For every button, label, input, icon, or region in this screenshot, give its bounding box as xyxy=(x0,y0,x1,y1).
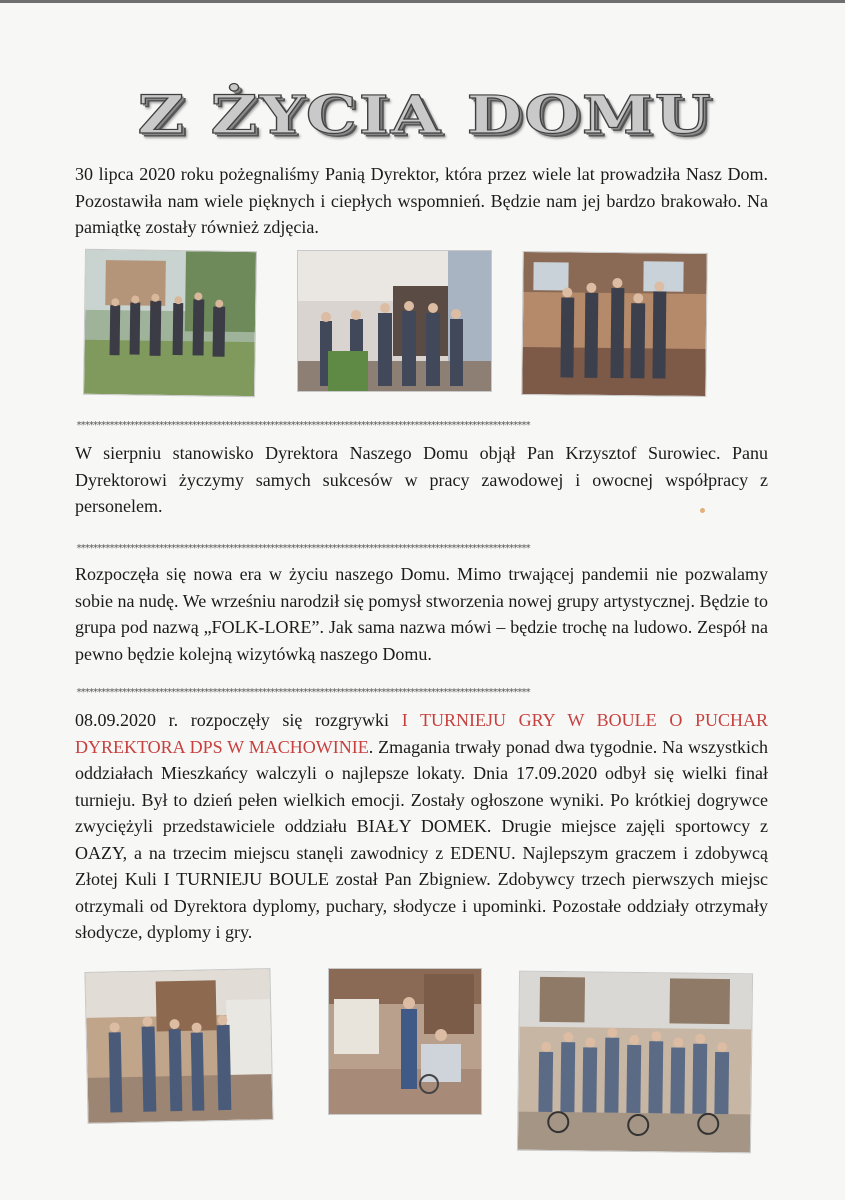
photo-boule-all-participants xyxy=(517,971,753,1154)
separator-1: ************************************************************************************************************** xyxy=(76,420,530,431)
paragraph-farewell: 30 lipca 2020 roku pożegnaliśmy Panią Dyrektor, która przez wiele lat prowadziła Nasz Dom. Pozostawiła nam wiele pięknych i ciepłych wspomnień. Będzie nam jej bardzo brakowało. Na pamiątkę zostały również zdjęcia. xyxy=(75,164,768,237)
page-title: Z ŻYCIA DOMU xyxy=(137,84,713,147)
photo-boule-champion xyxy=(328,968,482,1115)
paragraph-new-director: W sierpniu stanowisko Dyrektora Naszego Domu objął Pan Krzysztof Surowiec. Panu Dyrektorowi życzymy samych sukcesów w pracy zawodowej i owocnej współpracy z personelem. xyxy=(75,443,768,516)
paragraph-boule-tournament xyxy=(75,707,768,946)
tournament-name: I TURNIEJU GRY W BOULE O PUCHAR DYREKTORA DPS W MACHOWINIE xyxy=(75,710,768,757)
scan-speck xyxy=(700,508,705,513)
photo-boule-winners xyxy=(84,968,273,1124)
photo-group-stairs xyxy=(521,251,707,397)
separator-2: ************************************************************************************************************** xyxy=(76,543,530,554)
scan-top-edge xyxy=(0,0,845,3)
photo-group-entrance xyxy=(297,250,492,392)
paragraph-folk-lore: Rozpoczęła się nowa era w życiu naszego Domu. Mimo trwającej pandemii nie pozwalamy sobie na nudę. We wrześniu narodził się pomysł stworzenia nowej grupy artystycznej. Będzie to grupa pod nazwą „FOLK-LORE”. Jak sama nazwa mówi – będzie trochę na ludowo. Zespół na pewno będzie kolejną wizytówką naszego Domu. xyxy=(75,564,768,664)
tournament-details: . Zmagania trwały ponad dwa tygodnie. Na wszystkich oddziałach Mieszkańcy walczyli o najlepsze lokaty. Dnia 17.09.2020 odbył się wielki finał turnieju. Był to dzień pełen wielkich emocji. Zostały ogłoszone wyniki. Po krótkiej dogrywce zwyciężyli przedstawiciele oddziału BIAŁY DOMEK. Drugie miejsce zajęli sportowcy z OAZY, a na trzecim miejscu stanęli zawodnicy z EDENU. Najlepszym graczem i zdobywcą Złotej Kuli I TURNIEJU BOULE został Pan Zbigniew. Zdobywcy trzech pierwszych miejsc otrzymali od Dyrektora dyplomy, puchary, słodycze i upominki. Pozostałe oddziały otrzymały słodycze, dyplomy i gry. xyxy=(75,736,768,942)
tournament-lead: 08.09.2020 r. rozpoczęły się rozgrywki xyxy=(75,710,402,730)
photo-group-garden xyxy=(83,249,257,397)
separator-3: ************************************************************************************************************** xyxy=(76,687,530,698)
